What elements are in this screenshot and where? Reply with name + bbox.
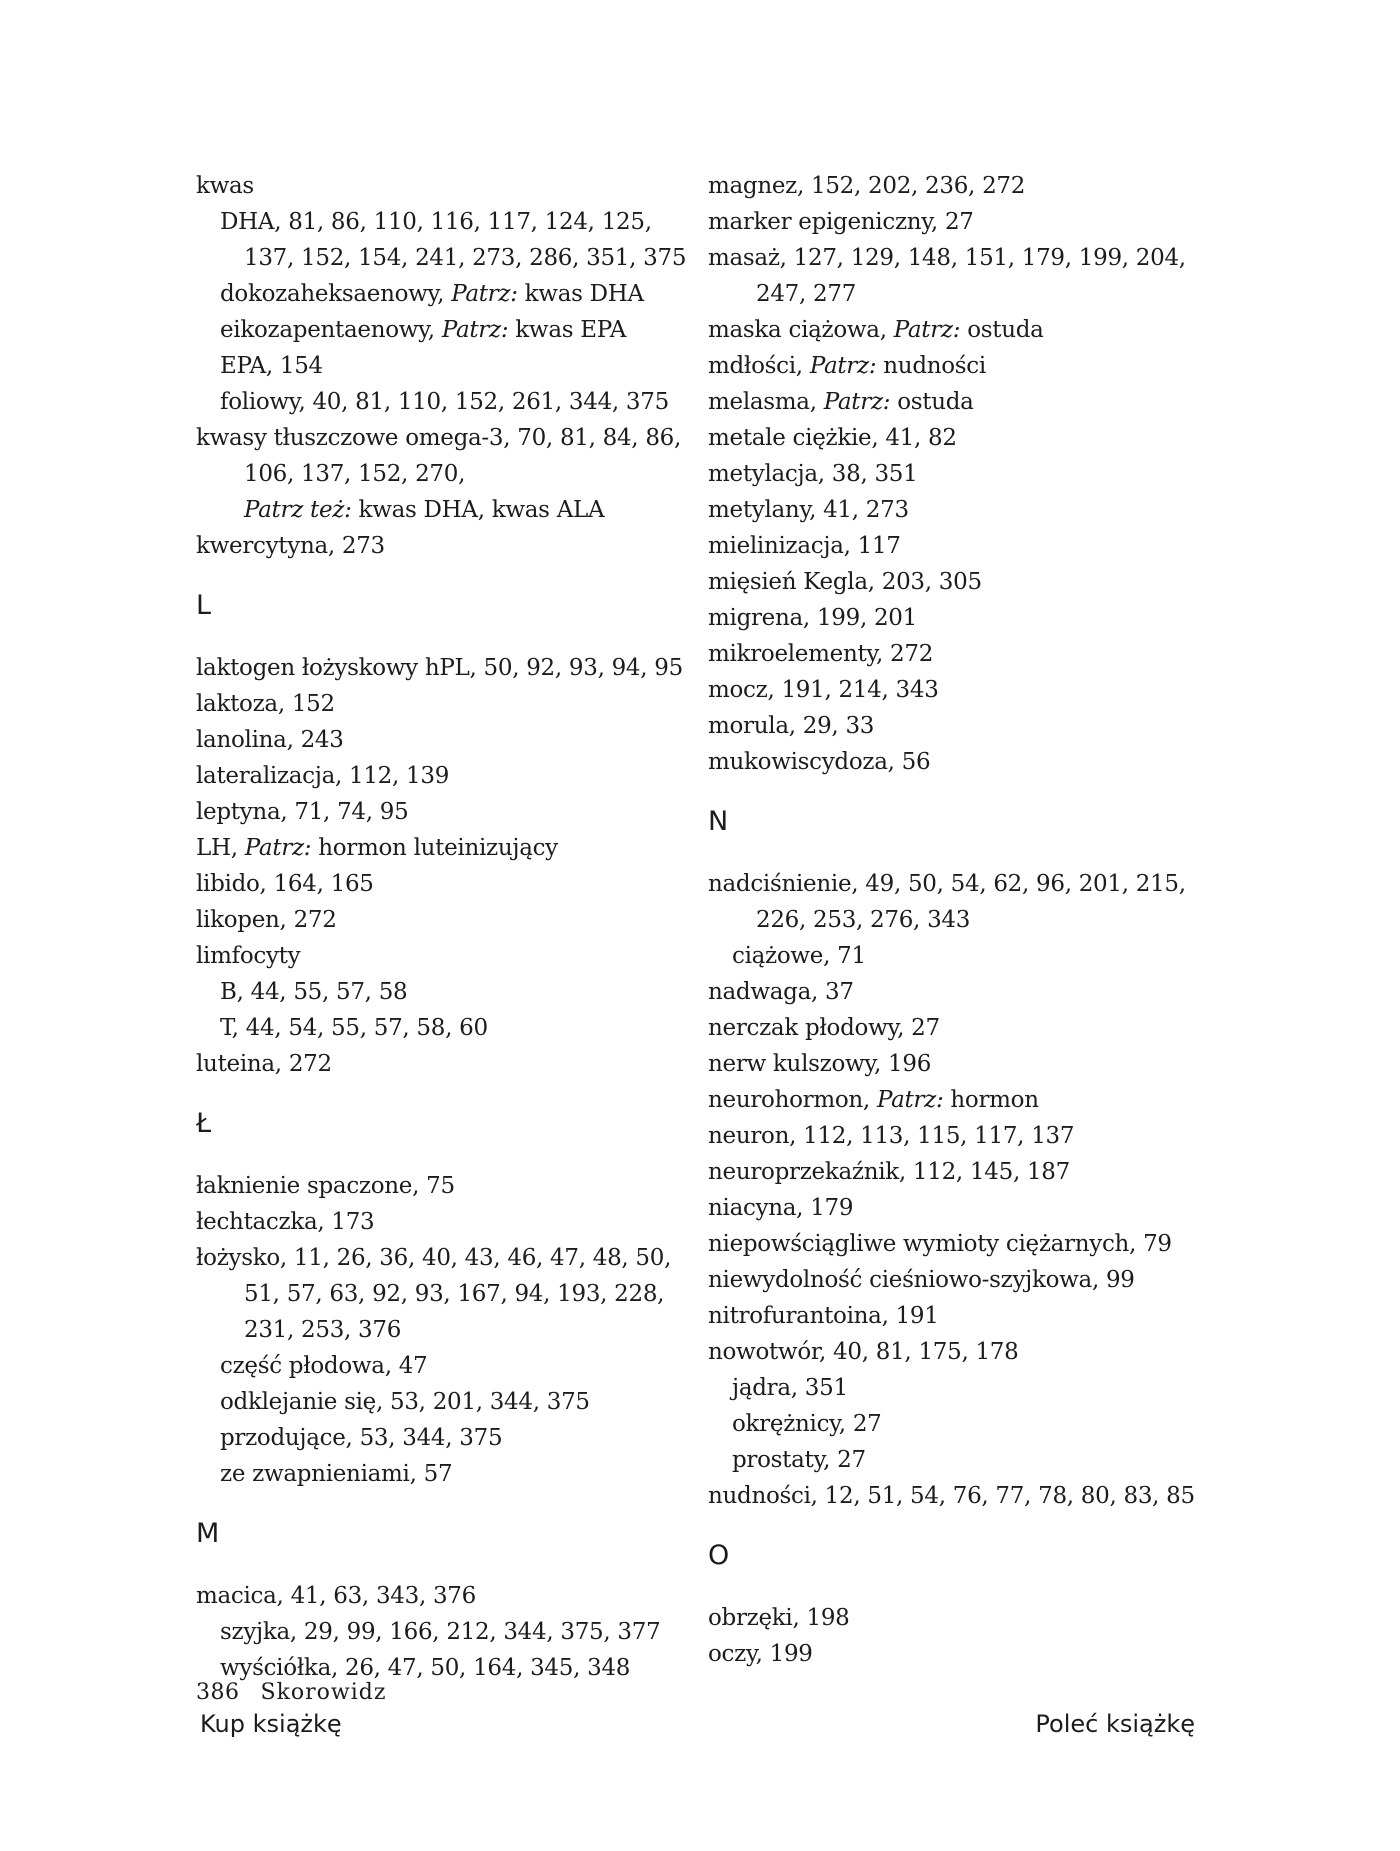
index-entry: macica, 41, 63, 343, 376 — [196, 1583, 476, 1609]
index-subentry: 231, 253, 376 — [244, 1317, 402, 1343]
index-subentry: ze zwapnieniami, 57 — [220, 1461, 453, 1487]
index-entry: obrzęki, 198 — [708, 1605, 850, 1631]
section-letter: Ł — [196, 1108, 211, 1139]
index-entry: libido, 164, 165 — [196, 871, 374, 897]
entry-text: maska ciążowa, — [708, 317, 894, 343]
index-entry: laktogen łożyskowy hPL, 50, 92, 93, 94, 95 — [196, 655, 683, 681]
index-entry: marker epigeniczny, 27 — [708, 209, 974, 235]
index-subentry — [196, 312, 696, 348]
entry-text: mdłości, — [708, 353, 810, 379]
index-subentry: część płodowa, 47 — [220, 1353, 428, 1379]
index-entry: łaknienie spaczone, 75 — [196, 1173, 455, 1199]
index-entry: masaż, 127, 129, 148, 151, 179, 199, 204, — [708, 245, 1186, 271]
entry-text: LH, — [196, 835, 245, 861]
running-footer-title: Skorowidz — [260, 1680, 387, 1705]
index-entry — [708, 1082, 1248, 1118]
index-subentry: odklejanie się, 53, 201, 344, 375 — [220, 1389, 590, 1415]
index-subentry: okrężnicy, 27 — [732, 1411, 882, 1437]
index-entry: nowotwór, 40, 81, 175, 178 — [708, 1339, 1019, 1365]
index-entry — [196, 830, 696, 866]
index-entry: lateralizacja, 112, 139 — [196, 763, 450, 789]
entry-text: kwas DHA, kwas ALA — [351, 497, 605, 523]
index-column-left — [196, 168, 696, 1686]
index-entry: nadwaga, 37 — [708, 979, 854, 1005]
index-entry: neuron, 112, 113, 115, 117, 137 — [708, 1123, 1075, 1149]
index-entry: niepowściągliwe wymioty ciężarnych, 79 — [708, 1231, 1172, 1257]
index-column-right — [708, 168, 1248, 1672]
index-entry: metylany, 41, 273 — [708, 497, 909, 523]
index-entry: limfocyty — [196, 943, 301, 969]
index-entry: mukowiscydoza, 56 — [708, 749, 931, 775]
index-entry: lanolina, 243 — [196, 727, 344, 753]
index-subentry: 106, 137, 152, 270, — [244, 461, 466, 487]
index-entry: migrena, 199, 201 — [708, 605, 917, 631]
index-entry: nerczak płodowy, 27 — [708, 1015, 940, 1041]
cross-reference-label: Patrz: — [809, 353, 877, 379]
index-entry — [708, 312, 1248, 348]
recommend-book-link[interactable]: Poleć książkę — [1035, 1710, 1195, 1738]
index-subentry: 51, 57, 63, 92, 93, 167, 94, 193, 228, — [244, 1281, 665, 1307]
entry-text: neurohormon, — [708, 1087, 877, 1113]
index-subentry: DHA, 81, 86, 110, 116, 117, 124, 125, — [220, 209, 652, 235]
section-letter: N — [708, 806, 728, 837]
index-entry: morula, 29, 33 — [708, 713, 875, 739]
index-entry: metylacja, 38, 351 — [708, 461, 918, 487]
cross-reference-label: Patrz: — [451, 281, 518, 307]
index-entry: oczy, 199 — [708, 1641, 813, 1667]
index-entry: kwas — [196, 173, 254, 199]
index-subentry: 137, 152, 154, 241, 273, 286, 351, 375 — [244, 245, 687, 271]
entry-text: dokozaheksaenowy, — [220, 281, 452, 307]
index-entry: nitrofurantoina, 191 — [708, 1303, 939, 1329]
index-entry: likopen, 272 — [196, 907, 337, 933]
index-entry: luteina, 272 — [196, 1051, 332, 1077]
entry-text: kwas DHA — [517, 281, 644, 307]
index-entry: mielinizacja, 117 — [708, 533, 901, 559]
index-subentry: przodujące, 53, 344, 375 — [220, 1425, 503, 1451]
index-subentry: prostaty, 27 — [732, 1447, 866, 1473]
index-subentry: 226, 253, 276, 343 — [756, 907, 971, 933]
index-subentry: foliowy, 40, 81, 110, 152, 261, 344, 375 — [220, 389, 669, 415]
index-subentry: EPA, 154 — [220, 353, 323, 379]
index-entry: metale ciężkie, 41, 82 — [708, 425, 957, 451]
entry-text: nudności — [876, 353, 986, 379]
index-subentry: B, 44, 55, 57, 58 — [220, 979, 408, 1005]
entry-text: kwas EPA — [508, 317, 627, 343]
section-letter: O — [708, 1540, 729, 1571]
entry-text: ostuda — [890, 389, 974, 415]
index-entry: nadciśnienie, 49, 50, 54, 62, 96, 201, 215, — [708, 871, 1186, 897]
index-entry: niacyna, 179 — [708, 1195, 854, 1221]
section-letter: L — [196, 590, 211, 621]
index-entry — [708, 384, 1248, 420]
index-entry: łechtaczka, 173 — [196, 1209, 375, 1235]
buy-book-link[interactable]: Kup książkę — [200, 1710, 342, 1738]
index-entry: mocz, 191, 214, 343 — [708, 677, 939, 703]
entry-text: melasma, — [708, 389, 824, 415]
index-subentry: jądra, 351 — [732, 1375, 848, 1401]
index-subentry — [196, 276, 696, 312]
index-entry: mikroelementy, 272 — [708, 641, 934, 667]
index-subentry: szyjka, 29, 99, 166, 212, 344, 375, 377 — [220, 1619, 661, 1645]
entry-text: eikozapentaenowy, — [220, 317, 442, 343]
entry-text: hormon luteinizujący — [311, 835, 558, 861]
index-entry: kwasy tłuszczowe omega-3, 70, 81, 84, 86, — [196, 425, 682, 451]
cross-reference-label: Patrz: — [244, 835, 312, 861]
index-entry: niewydolność cieśniowo-szyjkowa, 99 — [708, 1267, 1135, 1293]
index-entry: kwercytyna, 273 — [196, 533, 385, 559]
index-entry: nudności, 12, 51, 54, 76, 77, 78, 80, 83, 85 — [708, 1483, 1195, 1509]
index-entry: leptyna, 71, 74, 95 — [196, 799, 409, 825]
index-entry: laktoza, 152 — [196, 691, 335, 717]
page-number: 386 — [196, 1680, 240, 1705]
index-subentry: 247, 277 — [756, 281, 857, 307]
index-subentry: wyściółka, 26, 47, 50, 164, 345, 348 — [220, 1655, 631, 1681]
index-entry: łożysko, 11, 26, 36, 40, 43, 46, 47, 48, 50, — [196, 1245, 672, 1271]
index-subentry: ciążowe, 71 — [732, 943, 866, 969]
index-entry: neuroprzekaźnik, 112, 145, 187 — [708, 1159, 1070, 1185]
page-footer — [196, 1680, 386, 1705]
cross-reference-label: Patrz: — [876, 1087, 944, 1113]
cross-reference-label: Patrz: — [823, 389, 891, 415]
index-subentry — [196, 492, 696, 528]
cross-reference-label: Patrz: — [441, 317, 509, 343]
section-letter: M — [196, 1518, 219, 1549]
index-subentry: T, 44, 54, 55, 57, 58, 60 — [220, 1015, 488, 1041]
cross-reference-label: Patrz też: — [244, 497, 352, 523]
cross-reference-label: Patrz: — [893, 317, 961, 343]
index-entry: nerw kulszowy, 196 — [708, 1051, 932, 1077]
index-entry: mięsień Kegla, 203, 305 — [708, 569, 982, 595]
index-entry: magnez, 152, 202, 236, 272 — [708, 173, 1026, 199]
entry-text: hormon — [943, 1087, 1039, 1113]
entry-text: ostuda — [960, 317, 1044, 343]
index-entry — [708, 348, 1248, 384]
